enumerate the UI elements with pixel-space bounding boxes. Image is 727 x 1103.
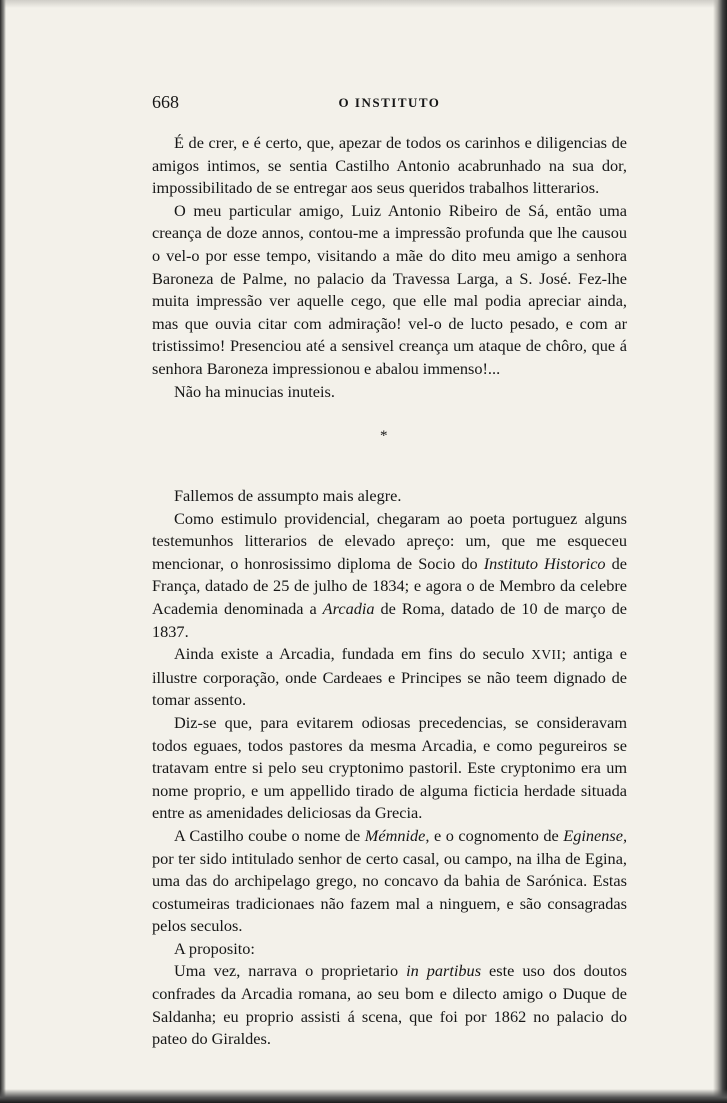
text-run: É de crer, e é certo, que, apezar de todos os carinhos e diligencias de amigos intimos, se sentia Castilho Antonio acabrunhado na sua dor, impossibilitado de se entregar aos seus queridos trabalhos litterarios. [152,133,627,198]
text-run: O meu particular amigo, Luiz Antonio Ribeiro de Sá, então uma creança de doze annos, contou-me a impressão profunda que lhe causou o vel-o por esse tempo, visitando a mãe do dito meu amigo a senhora Baroneza de Palme, no palacio da Travessa Larga, a S. José. Fez-lhe muita impressão ver aquelle cego, que elle mal podia apreciar ainda, mas que ouvia citar com admiração! vel-o de lucto pesado, e com ar tristissimo! Presenciou até a sensivel creança um ataque de chôro, que á senhora Baroneza impressionou e abalou immenso!... [152,200,627,378]
text-run: Uma vez, narrava o proprietario [174,961,407,981]
text-run: XVII [531,647,562,663]
text-run: ; antiga e illustre corporação, onde Cardeaes e Principes se não teem dignado de tomar assento. [152,644,627,710]
paragraph [152,712,627,825]
running-head [152,92,627,114]
text-run: Diz-se que, para evitarem odiosas precedencias, se consideravam todos eguaes, todos pastores da mesma Arcadia, e como pegureiros se tratavam entre si pelo seu cryptonimo pastoril. Este cryptonimo era um nome proprio, e um appellido tirado de alguma ficticia herdade situada entre as amenidades deliciosas da Grecia. [152,712,627,823]
text-run: Como estimulo providencial, chegaram ao poeta portuguez alguns testemunhos litterarios de elevado apreço: um, que me esqueceu mencionar, o honrosissimo diploma de Socio do [152,508,627,573]
section-separator: * [380,428,388,444]
paragraph [152,938,627,961]
text-run: este uso dos doutos confrades da Arcadia romana, ao seu bom e dilecto amigo o Duque de Saldanha; eu proprio assisti á scena, que foi por 1862 no palacio do pateo do Giraldes. [152,961,627,1049]
text-section-1 [152,132,627,403]
text-run: Instituto Historico [483,553,606,573]
text-run: de França, datado de 25 de julho de 1834; e agora o de Membro da celebre Academia denominada a [152,553,627,618]
page-number: 668 [152,92,179,112]
paragraph [152,381,627,404]
text-run: Mémnide, [364,825,430,845]
paragraph [152,825,627,938]
scan-edge-left [0,0,6,1103]
text-run: Ainda existe a Arcadia, fundada em fins do seculo [174,644,532,664]
text-run: e o cognomento de [429,825,564,845]
text-run: de Roma, datado de 10 de março de 1837. [152,598,627,641]
header-title: O INSTITUTO [338,95,441,110]
scan-edge-right [713,0,727,1103]
paragraph [152,132,627,200]
paragraph [152,485,627,508]
paragraph [152,200,627,381]
paragraph [152,508,627,644]
text-run: in partibus [406,961,482,981]
text-run: Arcadia [322,598,375,618]
scan-edge-bottom [0,1089,727,1103]
text-run: A Castilho coube o nome de [174,825,365,845]
text-run: por ter sido intitulado senhor de certo casal, ou campo, na ilha de Egina, uma das do archipelago grego, no concavo da bahia de Sarónica. Estas costumeiras tradicionaes não fazem mal a ninguem, e são consagradas pelos seculos. [152,848,627,936]
text-run: Eginense, [563,825,628,845]
text-run: A proposito: [174,938,255,958]
paragraph [152,643,627,712]
text-run: Não ha minucias inuteis. [174,381,335,401]
text-run: Fallemos de assumpto mais alegre. [174,486,402,505]
paragraph [152,960,627,1050]
scan-edge-top [0,0,727,8]
text-section-2 [152,485,627,1051]
